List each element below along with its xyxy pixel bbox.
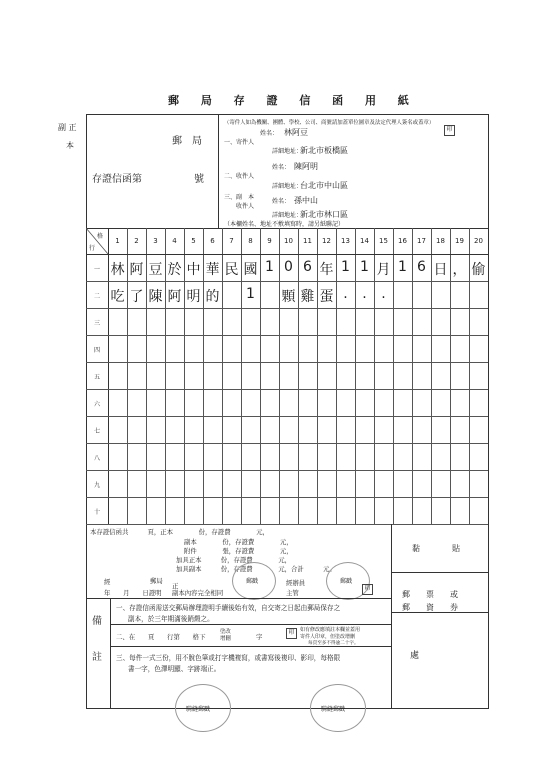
column-number: 9	[267, 237, 272, 245]
letter-no-label: 存證信函第	[92, 174, 142, 185]
notes-label-top: 備	[92, 616, 102, 627]
fee-line-5: 加具副本 份，存證費 元，合計 元。	[176, 565, 336, 573]
header-note: （寄件人如為機關、團體、學校、公司、商號請加蓋單位圖章及法定代理人簽名或蓋章）	[224, 120, 435, 126]
column-number: 6	[210, 237, 215, 245]
fee-line-4: 加具正本 份，存證費 元，	[176, 556, 292, 564]
grid-cell: 了	[129, 289, 144, 305]
row-label: 九	[93, 482, 100, 489]
grid-cell: 顆	[281, 289, 296, 305]
note-3b: 書一字，色澤明顯、字跡端正。	[128, 665, 221, 673]
note-2-seal: 印	[286, 628, 297, 639]
note-2c: 增刪	[220, 636, 231, 642]
note-1b: 副本，於三年期滿後銷燬之。	[128, 615, 214, 623]
date-line-c: 年 月 日證明	[104, 589, 162, 597]
date-line-b: 郵局	[150, 577, 163, 585]
column-number: 14	[360, 237, 369, 245]
column-number: 8	[248, 237, 253, 245]
recipient-name: 陳阿明	[294, 162, 318, 171]
note-2b: 塗改	[220, 629, 231, 635]
grid-cell: 陳	[148, 289, 163, 305]
cc-name: 孫中山	[294, 196, 318, 205]
sender-addr-label: 詳細地址：	[272, 148, 303, 155]
place-label: 處	[410, 651, 420, 661]
stamp-label-1: 郵 票 或	[402, 590, 458, 599]
column-number: 7	[229, 237, 234, 245]
side-label-bottom: 本	[66, 141, 74, 150]
grid-cell: 1	[341, 259, 350, 275]
grid-cell: 雞	[300, 289, 315, 305]
note-2h: 每頁至多不得逾二十字。	[308, 641, 359, 646]
grid-cell: 的	[205, 289, 220, 305]
sender-name-label: 姓名：	[260, 130, 279, 137]
note-1a: 一、存證信函需送交郵局辦理證明手續後始有效，自交寄之日起由郵局保存之	[116, 604, 341, 612]
stamp-label-2: 郵 資 券	[402, 603, 458, 612]
cc-addr-label: 詳細地址：	[272, 212, 303, 219]
grid-cell: 1	[265, 259, 274, 275]
row-label: 十	[93, 509, 100, 516]
row-label: 五	[93, 374, 100, 381]
grid-cell: .	[343, 286, 348, 302]
note-2f: 如有修改應填註本欄並蓋用	[300, 627, 361, 633]
column-number: 3	[153, 237, 158, 245]
sender-addr: 新北市板橋區	[300, 146, 348, 155]
seam-stamp-2-label: 騎縫郵戳	[321, 706, 346, 713]
grid-cell: 國	[243, 262, 258, 278]
grid-cell: .	[381, 286, 386, 302]
column-number: 12	[322, 237, 331, 245]
cc-role-2: 收件人	[236, 203, 255, 210]
grid-cell: 蛋	[319, 289, 334, 305]
column-number: 19	[455, 237, 464, 245]
supervisor-label: 主管	[286, 589, 299, 597]
row-label: 一	[93, 266, 100, 273]
row-label: 四	[93, 347, 100, 354]
fee-line-3: 附件 張，存證費 元，	[184, 547, 293, 555]
row-label: 八	[93, 455, 100, 462]
row-label: 三	[93, 320, 100, 327]
date-line-d: 正	[172, 582, 179, 590]
grid-cell: 民	[224, 262, 239, 278]
fee-line-2: 副本 份，存證費 元，	[184, 538, 293, 546]
column-number: 10	[284, 237, 293, 245]
grid-cell: 6	[303, 259, 312, 275]
sender-role: 一、寄件人	[224, 139, 255, 146]
grid-corner-bottom: 行	[89, 245, 96, 252]
recipient-addr: 台北市中山區	[300, 181, 348, 190]
sender-name: 林阿豆	[284, 128, 308, 137]
sender-seal: 印	[444, 125, 455, 136]
note-2g: 寄件人印章，但塗改增刪	[300, 634, 356, 640]
grid-cell: 日	[433, 262, 448, 278]
grid-cell: 月	[376, 262, 391, 278]
stick-label: 黏 貼	[412, 544, 460, 553]
date-line-a: 經	[104, 578, 111, 586]
grid-cell: 豆	[148, 262, 163, 278]
handler-label: 經辦員	[286, 579, 306, 587]
column-number: 4	[172, 237, 177, 245]
grid-cell: 林	[110, 262, 125, 278]
note-3a: 三、每件一式三份，用不脫色筆或打字機複寫，或書寫後複印、影印，每格限	[116, 654, 341, 662]
grid-cell: .	[362, 286, 367, 302]
row-label: 二	[93, 293, 100, 300]
grid-cell: 於	[167, 262, 182, 278]
post-office-label: 郵 局	[172, 136, 202, 147]
column-number: 13	[341, 237, 350, 245]
seam-stamp-1-label: 騎縫郵戳	[186, 706, 211, 713]
grid-cell: 0	[284, 259, 293, 275]
grid-corner-top: 格	[97, 233, 104, 240]
grid-cell: 1	[360, 259, 369, 275]
grid-cell: 1	[246, 286, 255, 302]
grid-cell: 阿	[129, 262, 144, 278]
column-number: 5	[191, 237, 196, 245]
date-line-e: 副本內容完全相同	[172, 589, 224, 597]
page-title: 郵 局 存 證 信 函 用 紙	[168, 94, 418, 107]
recipient-name-label: 姓名：	[272, 164, 291, 171]
cc-role-1: 三、副 本	[224, 194, 255, 201]
cc-name-label: 姓名：	[272, 198, 291, 205]
column-number: 15	[379, 237, 388, 245]
row-label: 六	[93, 401, 100, 408]
letter-no-suffix: 號	[194, 174, 204, 185]
grid-cell: 阿	[167, 289, 182, 305]
recipient-addr-label: 詳細地址：	[272, 183, 303, 190]
grid-cell: 中	[186, 262, 201, 278]
column-number: 11	[303, 237, 312, 245]
column-number: 20	[474, 237, 483, 245]
postmark-label: 郵戳	[246, 578, 259, 585]
column-number: 16	[398, 237, 407, 245]
fee-seal: 印	[362, 584, 373, 595]
notes-label-bottom: 註	[92, 652, 102, 663]
column-number: 17	[417, 237, 426, 245]
column-number: 18	[436, 237, 445, 245]
grid-cell: 華	[205, 262, 220, 278]
grid-cell: ，	[452, 262, 467, 278]
side-label-top: 副 正	[58, 123, 77, 132]
postmark-label-2: 郵戳	[340, 578, 353, 585]
row-label: 七	[93, 428, 100, 435]
note-2a: 二、在 頁 行第 格下	[116, 633, 206, 641]
note-2d: 字	[256, 633, 263, 641]
grid-cell: 1	[398, 259, 407, 275]
column-number: 1	[115, 237, 120, 245]
grid-cell: 偷	[471, 262, 486, 278]
grid-cell: 吃	[110, 289, 125, 305]
grid-cell: 6	[417, 259, 426, 275]
fee-line-1: 本存證信函共 頁，正本 份，存證費 元，	[90, 528, 269, 536]
header-footnote: （本欄姓名、地址不敷填寫時，請另紙聯記）	[224, 221, 345, 228]
grid-cell: 明	[186, 289, 201, 305]
cc-addr: 新北市林口區	[300, 210, 348, 219]
grid-cell: 年	[319, 262, 334, 278]
recipient-role: 二、收件人	[224, 173, 255, 180]
column-number: 2	[134, 237, 139, 245]
